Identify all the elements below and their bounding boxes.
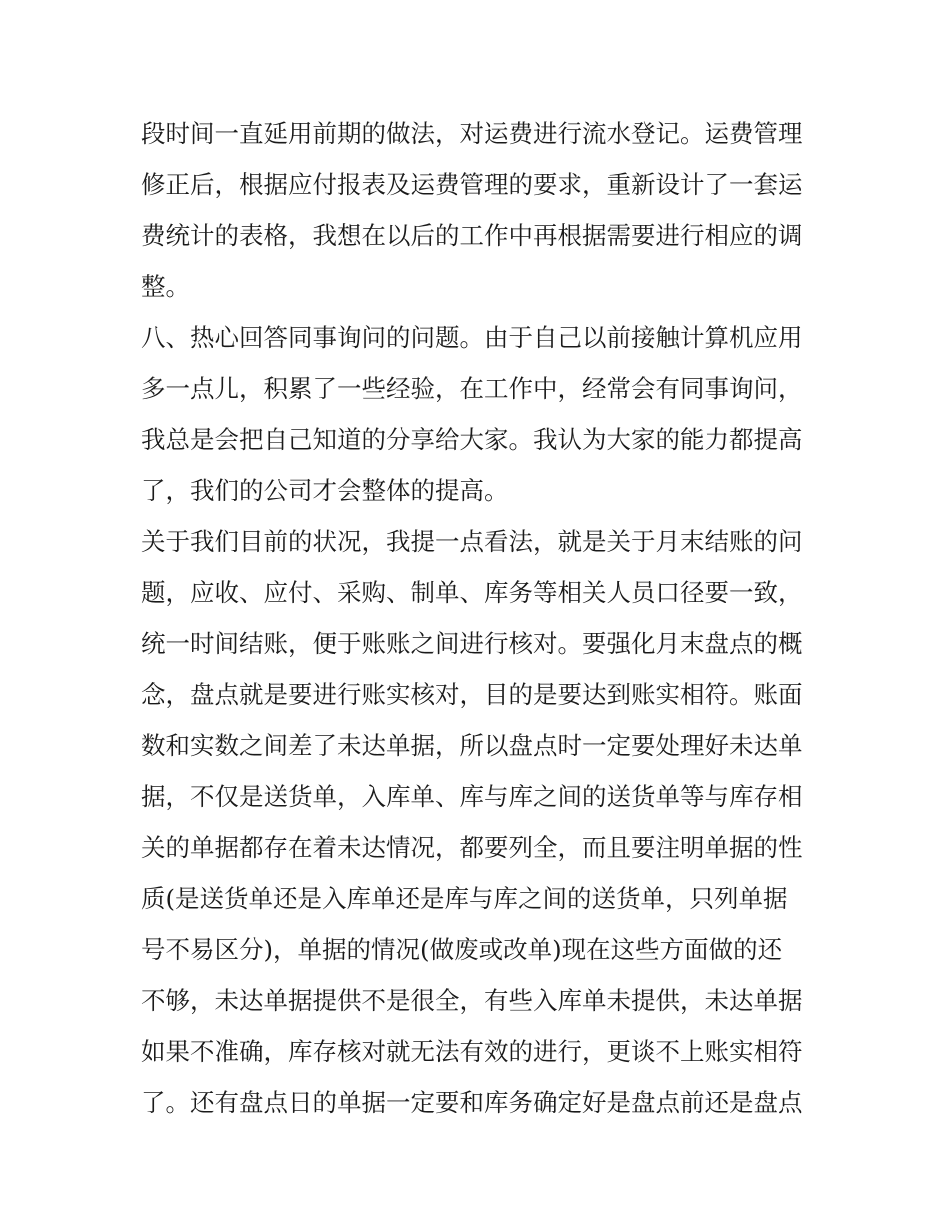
body-text [141,108,821,1128]
text-line: 数和实数之间差了未达单据，所以盘点时一定要处理好未达单 [141,731,803,760]
text-line: 关于我们目前的状况，我提一点看法，就是关于月末结账的问 [141,527,803,556]
text-line: 我总是会把自己知道的分享给大家。我认为大家的能力都提高 [141,425,803,454]
text-line: 了。还有盘点日的单据一定要和库务确定好是盘点前还是盘点 [141,1088,803,1117]
text-line: 题，应收、应付、采购、制单、库务等相关人员口径要一致， [141,578,803,607]
text-line: 据，不仅是送货单，入库单、库与库之间的送货单等与库存相 [141,782,803,811]
text-line: 如果不准确，库存核对就无法有效的进行，更谈不上账实相符 [141,1037,803,1066]
text-line: 多一点儿，积累了一些经验，在工作中，经常会有同事询问， [141,374,803,403]
text-line: 整。 [141,272,190,301]
text-line: 不够，未达单据提供不是很全，有些入库单未提供，未达单据 [141,986,803,1015]
text-line: 了，我们的公司才会整体的提高。 [141,476,509,505]
text-line: 修正后，根据应付报表及运费管理的要求，重新设计了一套运 [141,170,803,199]
text-line: 八、热心回答同事询问的问题。由于自己以前接触计算机应用 [141,323,803,352]
text-line: 念，盘点就是要进行账实核对，目的是要达到账实相符。账面 [141,680,803,709]
text-line: 质(是送货单还是入库单还是库与库之间的送货单，只列单据 [141,884,788,913]
text-line: 号不易区分)，单据的情况(做废或改单)现在这些方面做的还 [141,935,783,964]
text-line: 统一时间结账，便于账账之间进行核对。要强化月末盘点的概 [141,629,803,658]
text-line: 费统计的表格，我想在以后的工作中再根据需要进行相应的调 [141,221,803,250]
text-line: 关的单据都存在着未达情况，都要列全，而且要注明单据的性 [141,833,803,862]
text-line: 段时间一直延用前期的做法，对运费进行流水登记。运费管理 [141,119,803,148]
